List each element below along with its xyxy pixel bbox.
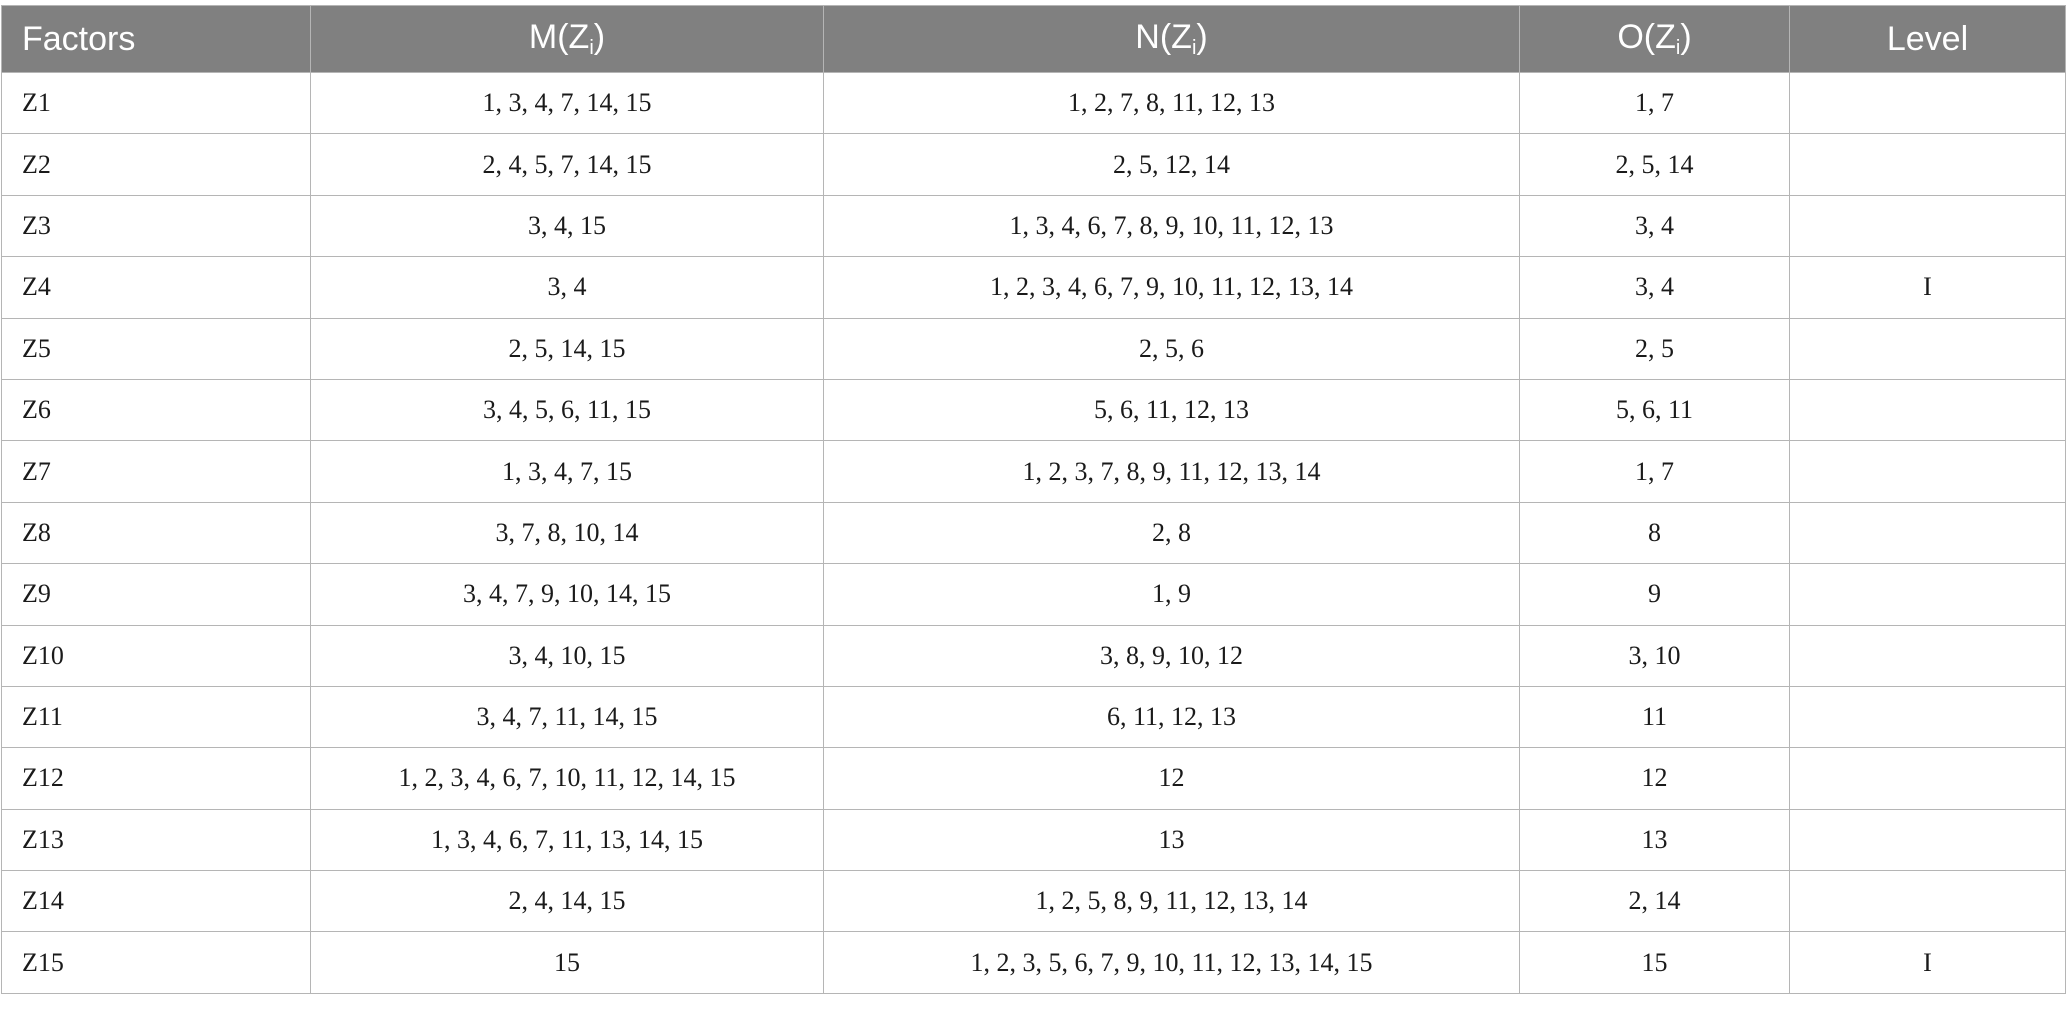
cell-level — [1790, 318, 2066, 379]
cell-m: 3, 4, 7, 11, 14, 15 — [311, 686, 824, 747]
table-row — [2, 441, 2066, 502]
cell-o: 2, 5 — [1520, 318, 1790, 379]
table-row — [2, 134, 2066, 195]
table-row — [2, 932, 2066, 993]
header-o-subscript: i — [1675, 37, 1681, 59]
cell-level — [1790, 441, 2066, 502]
cell-factor: Z6 — [2, 379, 311, 440]
cell-level — [1790, 871, 2066, 932]
cell-n: 2, 5, 12, 14 — [824, 134, 1520, 195]
cell-level — [1790, 564, 2066, 625]
table-row — [2, 686, 2066, 747]
cell-factor: Z5 — [2, 318, 311, 379]
table-row — [2, 809, 2066, 870]
cell-o: 2, 5, 14 — [1520, 134, 1790, 195]
cell-factor: Z10 — [2, 625, 311, 686]
cell-n: 5, 6, 11, 12, 13 — [824, 379, 1520, 440]
cell-n: 12 — [824, 748, 1520, 809]
cell-o: 1, 7 — [1520, 441, 1790, 502]
header-row — [2, 6, 2066, 73]
table-row — [2, 564, 2066, 625]
cell-m: 2, 5, 14, 15 — [311, 318, 824, 379]
header-o-prefix: O(Z — [1617, 18, 1676, 56]
cell-factor: Z3 — [2, 195, 311, 256]
cell-o: 12 — [1520, 748, 1790, 809]
cell-factor: Z9 — [2, 564, 311, 625]
cell-n: 1, 2, 5, 8, 9, 11, 12, 13, 14 — [824, 871, 1520, 932]
cell-level: I — [1790, 257, 2066, 318]
table-row — [2, 195, 2066, 256]
cell-n: 2, 5, 6 — [824, 318, 1520, 379]
header-n-prefix: N(Z — [1135, 18, 1192, 56]
cell-level — [1790, 73, 2066, 134]
header-m-prefix: M(Z — [528, 18, 590, 56]
cell-factor: Z8 — [2, 502, 311, 563]
table-header — [2, 6, 2066, 73]
reachability-table — [1, 5, 2066, 994]
cell-n: 1, 2, 7, 8, 11, 12, 13 — [824, 73, 1520, 134]
cell-level — [1790, 625, 2066, 686]
table-row — [2, 502, 2066, 563]
header-m — [311, 6, 824, 73]
cell-factor: Z15 — [2, 932, 311, 993]
cell-factor: Z7 — [2, 441, 311, 502]
cell-factor: Z11 — [2, 686, 311, 747]
cell-o: 15 — [1520, 932, 1790, 993]
cell-m: 2, 4, 14, 15 — [311, 871, 824, 932]
cell-o: 3, 4 — [1520, 257, 1790, 318]
cell-n: 1, 3, 4, 6, 7, 8, 9, 10, 11, 12, 13 — [824, 195, 1520, 256]
cell-m: 3, 4, 15 — [311, 195, 824, 256]
cell-n: 1, 9 — [824, 564, 1520, 625]
cell-level — [1790, 379, 2066, 440]
cell-factor: Z13 — [2, 809, 311, 870]
cell-m: 1, 3, 4, 6, 7, 11, 13, 14, 15 — [311, 809, 824, 870]
header-o — [1520, 6, 1790, 73]
header-m-subscript: i — [589, 37, 594, 59]
cell-m: 15 — [311, 932, 824, 993]
cell-o: 3, 10 — [1520, 625, 1790, 686]
cell-level: I — [1790, 932, 2066, 993]
table-body — [2, 73, 2066, 994]
cell-n: 3, 8, 9, 10, 12 — [824, 625, 1520, 686]
cell-o: 1, 7 — [1520, 73, 1790, 134]
header-factors: Factors — [2, 6, 311, 73]
table-row — [2, 871, 2066, 932]
cell-o: 5, 6, 11 — [1520, 379, 1790, 440]
cell-m: 3, 4, 10, 15 — [311, 625, 824, 686]
cell-m: 3, 4 — [311, 257, 824, 318]
cell-factor: Z2 — [2, 134, 311, 195]
cell-o: 11 — [1520, 686, 1790, 747]
cell-n: 1, 2, 3, 4, 6, 7, 9, 10, 11, 12, 13, 14 — [824, 257, 1520, 318]
table-row — [2, 257, 2066, 318]
cell-n: 1, 2, 3, 7, 8, 9, 11, 12, 13, 14 — [824, 441, 1520, 502]
header-m-suffix: ) — [593, 18, 606, 56]
data-table-container — [1, 5, 2065, 994]
cell-m: 3, 4, 7, 9, 10, 14, 15 — [311, 564, 824, 625]
cell-m: 1, 3, 4, 7, 14, 15 — [311, 73, 824, 134]
cell-n: 13 — [824, 809, 1520, 870]
cell-o: 8 — [1520, 502, 1790, 563]
cell-factor: Z1 — [2, 73, 311, 134]
cell-m: 1, 3, 4, 7, 15 — [311, 441, 824, 502]
cell-m: 1, 2, 3, 4, 6, 7, 10, 11, 12, 14, 15 — [311, 748, 824, 809]
cell-o: 2, 14 — [1520, 871, 1790, 932]
cell-o: 9 — [1520, 564, 1790, 625]
header-n — [824, 6, 1520, 73]
cell-n: 1, 2, 3, 5, 6, 7, 9, 10, 11, 12, 13, 14, 15 — [824, 932, 1520, 993]
cell-n: 6, 11, 12, 13 — [824, 686, 1520, 747]
cell-level — [1790, 748, 2066, 809]
cell-factor: Z12 — [2, 748, 311, 809]
cell-level — [1790, 686, 2066, 747]
cell-o: 3, 4 — [1520, 195, 1790, 256]
cell-factor: Z4 — [2, 257, 311, 318]
cell-level — [1790, 809, 2066, 870]
header-n-subscript: i — [1191, 37, 1197, 59]
table-row — [2, 625, 2066, 686]
table-row — [2, 379, 2066, 440]
cell-m: 3, 7, 8, 10, 14 — [311, 502, 824, 563]
header-n-suffix: ) — [1196, 18, 1208, 56]
cell-level — [1790, 195, 2066, 256]
header-o-suffix: ) — [1680, 18, 1692, 56]
table-row — [2, 73, 2066, 134]
cell-level — [1790, 502, 2066, 563]
cell-m: 3, 4, 5, 6, 11, 15 — [311, 379, 824, 440]
cell-o: 13 — [1520, 809, 1790, 870]
table-row — [2, 318, 2066, 379]
header-level: Level — [1790, 6, 2066, 73]
cell-factor: Z14 — [2, 871, 311, 932]
table-row — [2, 748, 2066, 809]
cell-n: 2, 8 — [824, 502, 1520, 563]
cell-m: 2, 4, 5, 7, 14, 15 — [311, 134, 824, 195]
cell-level — [1790, 134, 2066, 195]
